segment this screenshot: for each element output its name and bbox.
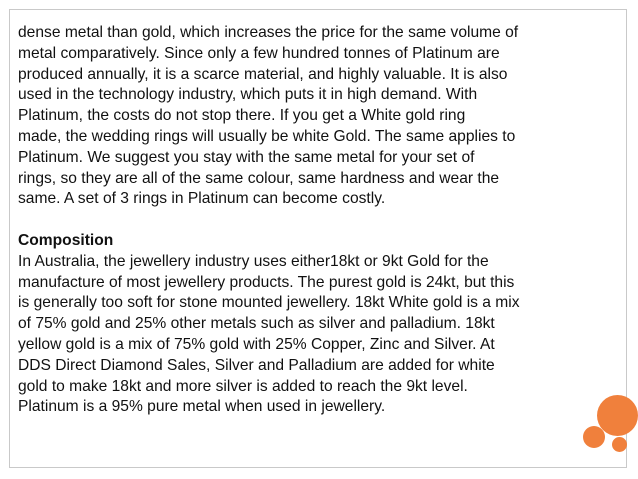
paragraph-line: In Australia, the jewellery industry uses either18kt or 9kt Gold for the <box>18 252 489 270</box>
composition-heading: Composition <box>18 231 114 249</box>
paragraph-line: rings, so they are all of the same colour, same hardness and wear the <box>18 169 500 187</box>
paragraph-line: metal comparatively. Since only a few hundred tonnes of Platinum are <box>18 44 500 62</box>
paragraph-line: Platinum is a 95% pure metal when used in jewellery. <box>18 398 386 416</box>
body-text <box>18 23 608 418</box>
paragraph-spacer <box>18 210 608 231</box>
paragraph-line: used in the technology industry, which puts it in high demand. With <box>18 86 478 104</box>
decorative-dot-small <box>612 437 627 452</box>
paragraph-line: is generally too soft for stone mounted jewellery. 18kt White gold is a mix <box>18 294 520 312</box>
paragraph-line: gold to make 18kt and more silver is added to reach the 9kt level. <box>18 377 468 395</box>
paragraph-line: of 75% gold and 25% other metals such as silver and palladium. 18kt <box>18 315 495 333</box>
decorative-dot-medium <box>583 426 605 448</box>
paragraph-line: produced annually, it is a scarce material, and highly valuable. It is also <box>18 65 508 83</box>
paragraph-line: DDS Direct Diamond Sales, Silver and Palladium are added for white <box>18 356 495 374</box>
paragraph-line: dense metal than gold, which increases the price for the same volume of <box>18 24 519 41</box>
decorative-dot-large <box>597 395 638 436</box>
paragraph-line: Platinum. We suggest you stay with the same metal for your set of <box>18 148 475 166</box>
paragraph-line: manufacture of most jewellery products. The purest gold is 24kt, but this <box>18 273 515 291</box>
paragraph-line: same. A set of 3 rings in Platinum can become costly. <box>18 190 386 208</box>
paragraph-line: made, the wedding rings will usually be white Gold. The same applies to <box>18 127 516 145</box>
paragraph-line: yellow gold is a mix of 75% gold with 25% Copper, Zinc and Silver. At <box>18 335 495 353</box>
paragraph-line: Platinum, the costs do not stop there. If you get a White gold ring <box>18 107 466 125</box>
